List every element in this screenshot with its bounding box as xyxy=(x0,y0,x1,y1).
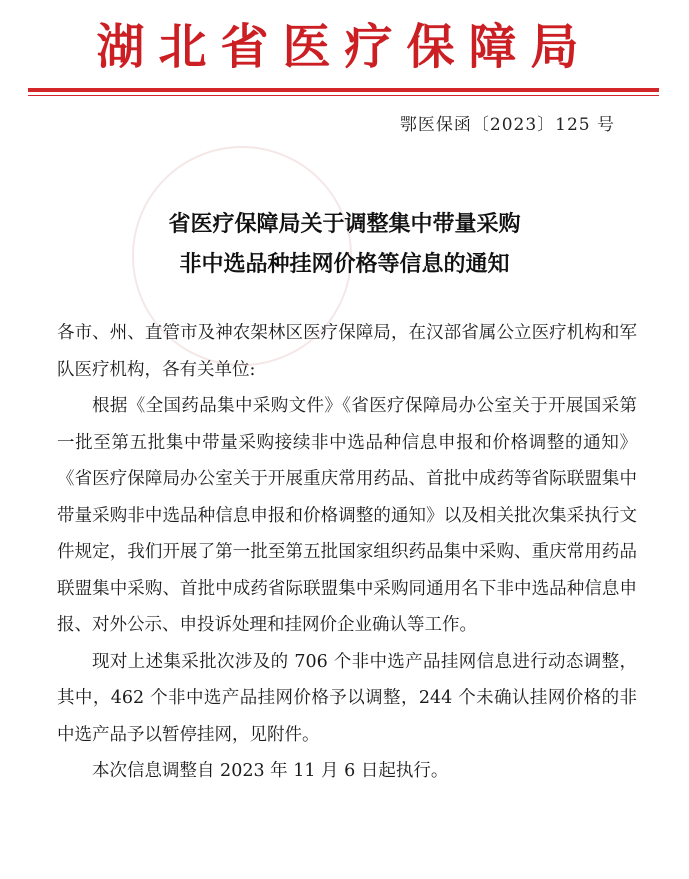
document-title-line-1: 省医疗保障局关于调整集中带量采购 xyxy=(168,212,521,237)
body-paragraph-1: 根据《全国药品集中采购文件》《省医疗保障局办公室关于开展国采第一批至第五批集中带量采购接续非中选品种信息申报和价格调整的通知》《省医疗保障局办公室关于开展重庆常用药品、首批中成药等省际联盟集中带量采购非中选品种信息申报和价格调整的通知》以及相关批次集采执行文件规定，我们开展了第一批至第五批国家组织药品集中采购、重庆常用药品联盟集中采购、首批中成药省际联盟集中采购同通用名下非中选品种信息申报、对外公示、申投诉处理和挂网价企业确认等工作。 xyxy=(57,396,637,635)
document-body xyxy=(57,315,637,790)
letterhead-org-name: 湖北省医疗保障局 xyxy=(96,19,593,75)
document-number: 鄂医保函〔2023〕125 号 xyxy=(399,115,615,135)
letterhead-rule-thick xyxy=(28,88,659,92)
body-paragraph-3: 本次信息调整自 2023 年 11 月 6 日起执行。 xyxy=(92,761,449,781)
addressee-paragraph: 各市、州、直管市及神农架林区医疗保障局，在汉部省属公立医疗机构和军队医疗机构，各有关单位: xyxy=(57,323,637,380)
document-title xyxy=(0,205,689,285)
body-paragraph-2: 现对上述集采批次涉及的 706 个非中选产品挂网信息进行动态调整，其中，462 个非中选产品挂网价格予以调整，244 个未确认挂网价格的非中选产品予以暂停挂网，见附件。 xyxy=(57,651,637,745)
letterhead-rule-thin xyxy=(28,95,659,96)
document-title-line-2: 非中选品种挂网价格等信息的通知 xyxy=(179,252,510,277)
